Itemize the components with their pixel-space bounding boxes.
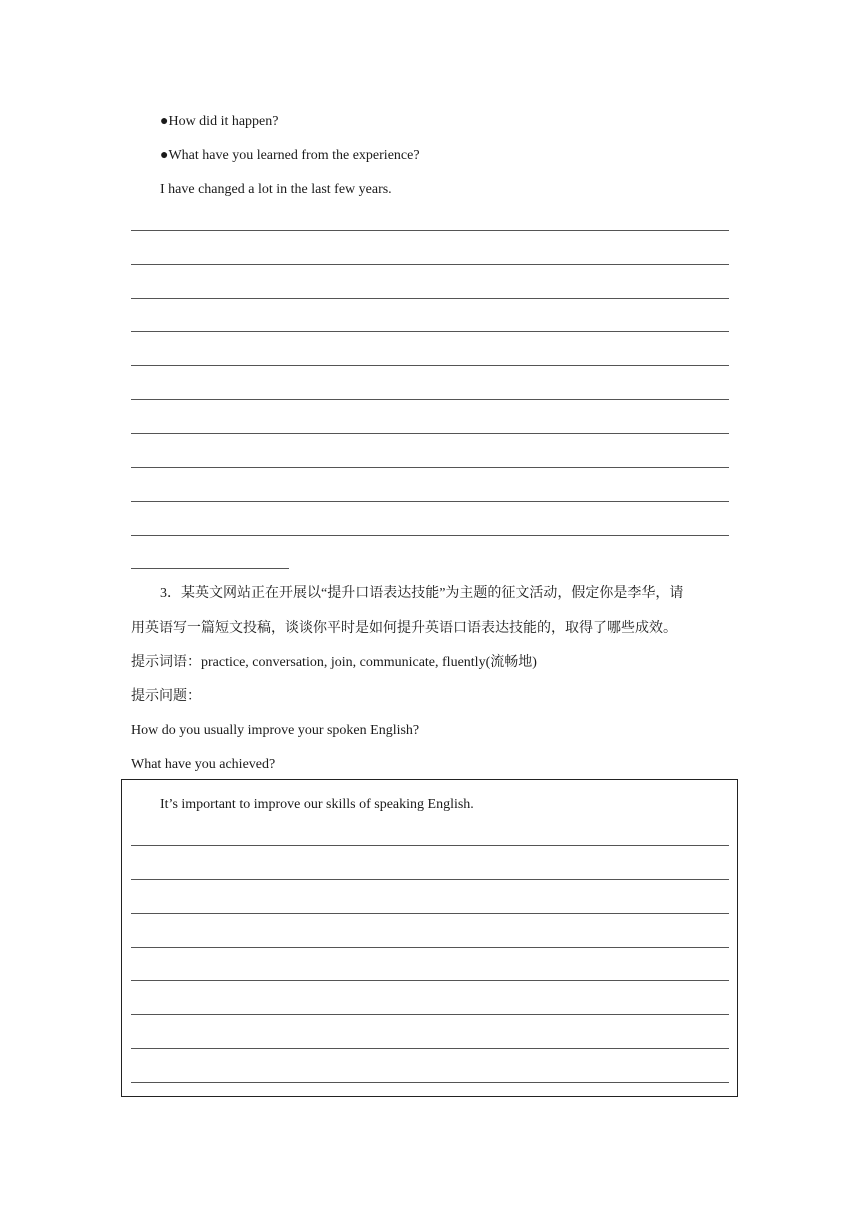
box-opening-sentence: It’s important to improve our skills of speaking English. — [160, 797, 474, 812]
writing-line — [131, 298, 729, 299]
hint-question-1: How do you usually improve your spoken English? — [131, 723, 420, 738]
writing-line — [131, 399, 729, 400]
question-3-prompt-line-2: 用英语写一篇短文投稿，谈谈你平时是如何提升英语口语表达技能的，取得了哪些成效。 — [131, 621, 677, 636]
hint-question-2: What have you achieved? — [131, 757, 276, 772]
writing-line — [131, 845, 729, 846]
writing-line — [131, 947, 729, 948]
essay-opening-sentence: I have changed a lot in the last few years. — [160, 182, 392, 197]
writing-line — [131, 1082, 729, 1083]
writing-line — [131, 1048, 729, 1049]
writing-line — [131, 331, 729, 332]
answer-box — [121, 779, 738, 1097]
writing-line — [131, 365, 729, 366]
hint-words: 提示词语：practice, conversation, join, communicate, fluently(流畅地) — [131, 655, 537, 670]
bullet-question-learned: ●What have you learned from the experience? — [160, 148, 420, 163]
writing-line — [131, 467, 729, 468]
hint-questions-label: 提示问题： — [131, 689, 201, 704]
writing-line — [131, 980, 729, 981]
writing-line — [131, 264, 729, 265]
writing-line — [131, 433, 729, 434]
writing-line-short — [131, 568, 289, 569]
bullet-question-how: ●How did it happen? — [160, 114, 279, 129]
writing-line — [131, 879, 729, 880]
writing-line — [131, 230, 729, 231]
writing-line — [131, 535, 729, 536]
writing-line — [131, 913, 729, 914]
writing-line — [131, 1014, 729, 1015]
writing-line — [131, 501, 729, 502]
question-3-prompt-line-1: 3．某英文网站正在开展以“提升口语表达技能”为主题的征文活动，假定你是李华，请 — [160, 586, 684, 601]
